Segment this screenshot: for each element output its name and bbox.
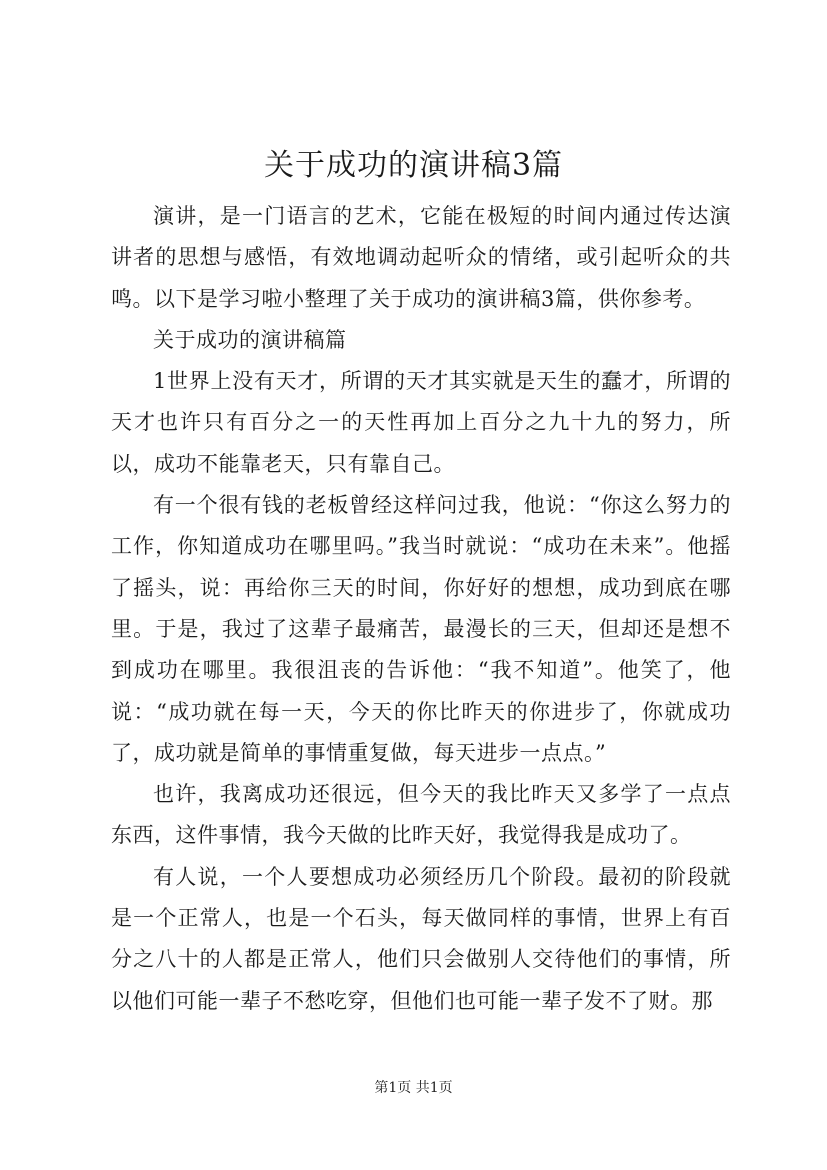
page-number-label: 第1页 共1页 [374, 1080, 453, 1096]
paragraph-3: 也许，我离成功还很远，但今天的我比昨天又多学了一点点东西，这件事情，我今天做的比昨天好，我觉得我是成功了。 [111, 782, 731, 848]
document-body [111, 196, 731, 1022]
paragraph-1: 1世界上没有天才，所谓的天才其实就是天生的蠢才，所谓的天才也许只有百分之一的天性再加上百分之九十九的努力，所以，成功不能靠老天，只有靠自己。 [111, 369, 731, 476]
paragraph-intro: 演讲，是一门语言的艺术，它能在极短的时间内通过传达演讲者的思想与感悟，有效地调动起听众的情绪，或引起听众的共鸣。以下是学习啦小整理了关于成功的演讲稿3篇，供你参考。 [111, 204, 731, 311]
page-footer [0, 1078, 827, 1098]
paragraph-4: 有人说，一个人要想成功必须经历几个阶段。最初的阶段就是一个正常人，也是一个石头，每天做同样的事情，世界上有百分之八十的人都是正常人，他们只会做别人交待他们的事情，所以他们可能一辈子不愁吃穿，但他们也可能一辈子发不了财。那 [111, 864, 731, 1013]
paragraph-section-heading: 关于成功的演讲稿篇 [153, 327, 347, 352]
paragraph-2: 有一个很有钱的老板曾经这样问过我，他说：“你这么努力的工作，你知道成功在哪里吗。”我当时就说：“成功在未来”。他摇了摇头，说：再给你三天的时间，你好好的想想，成功到底在哪里。于是，我过了这辈子最痛苦，最漫长的三天，但却还是想不到成功在哪里。我很沮丧的告诉他：“我不知道”。他笑了，他说：“成功就在每一天，今天的你比昨天的你进步了，你就成功了，成功就是简单的事情重复做，每天进步一点点。” [111, 493, 731, 765]
document-title: 关于成功的演讲稿3篇 [263, 148, 564, 183]
